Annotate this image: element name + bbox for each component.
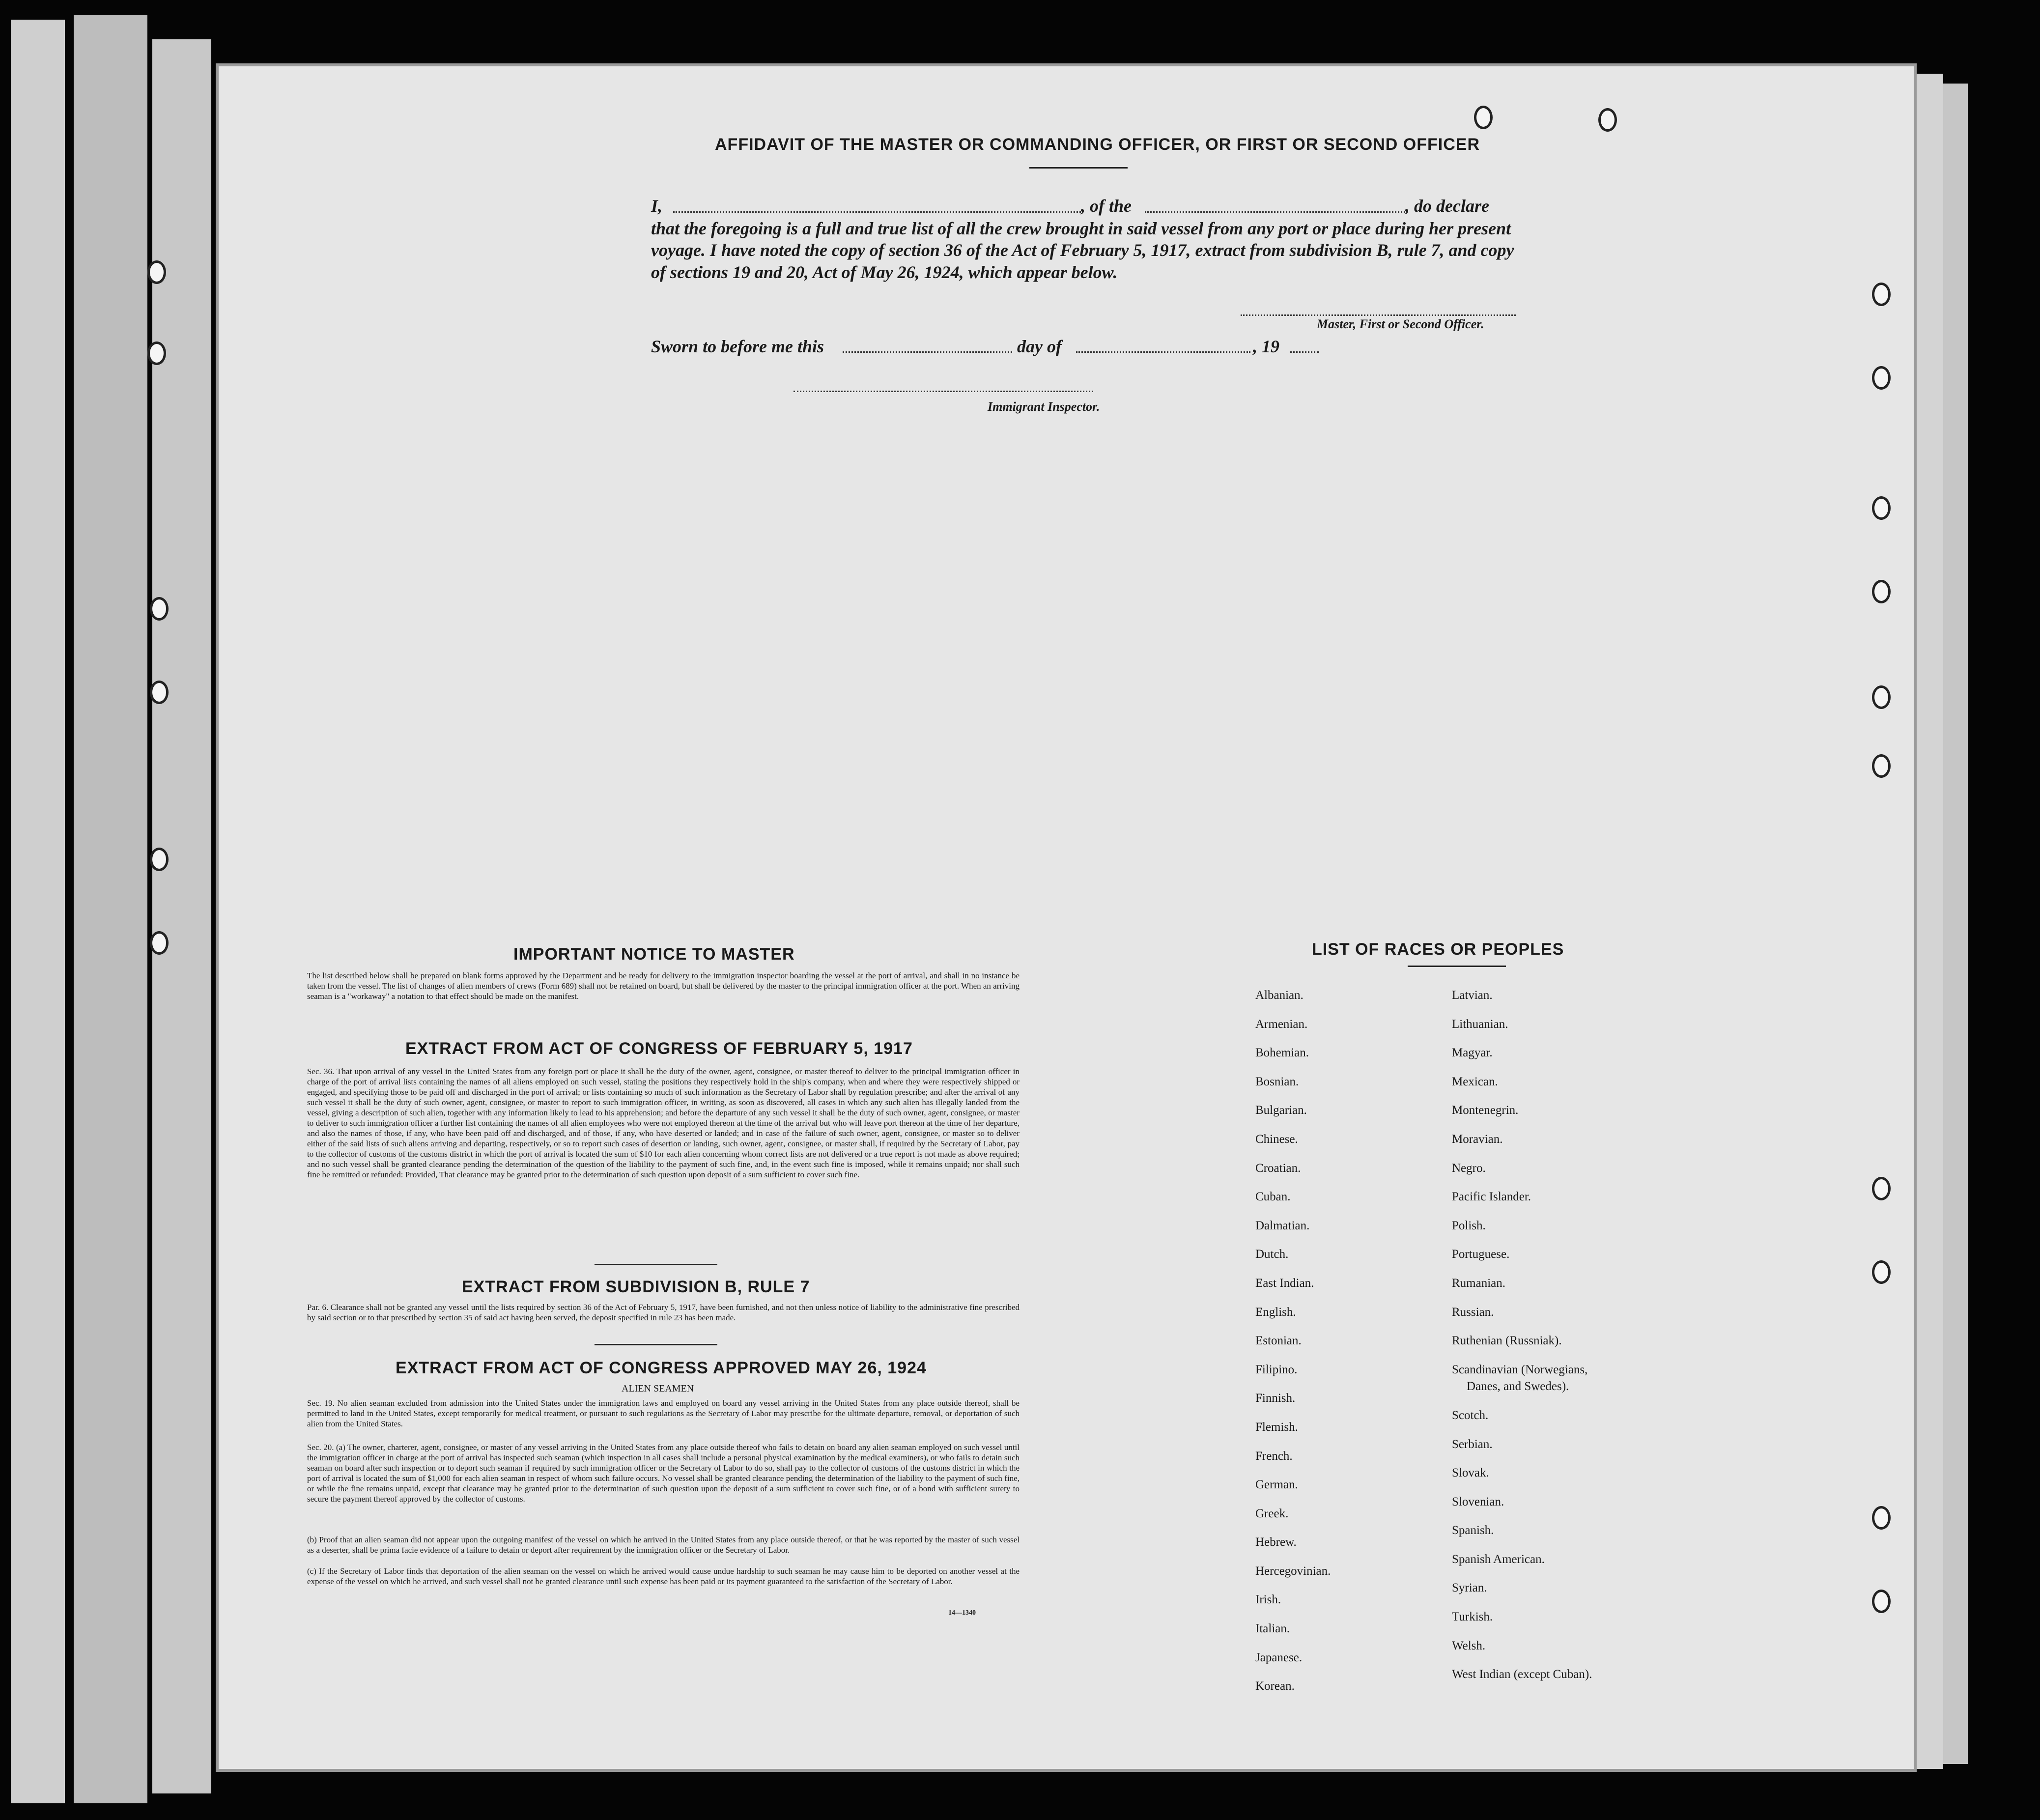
affidavit-title: AFFIDAVIT OF THE MASTER OR COMMANDING OFFICER, OR FIRST OR SECOND OFFICER bbox=[715, 135, 1480, 154]
race-item: Magyar. bbox=[1452, 1046, 1493, 1060]
binder-hole bbox=[150, 848, 169, 871]
race-item: Negro. bbox=[1452, 1161, 1486, 1175]
race-item: Cuban. bbox=[1255, 1190, 1291, 1204]
race-item: Rumanian. bbox=[1452, 1276, 1506, 1290]
declaration-line-4: of sections 19 and 20, Act of May 26, 1924, which appear below. bbox=[651, 262, 1118, 282]
extract-1924-sec20c: (c) If the Secretary of Labor finds that deportation of the alien seaman on the vessel on which he arrived would cause undue hardship to such seaman he may cause him to be deported on another vessel at the expense of the vessel on which he arrived, and such vessel shall not be granted clearance until such expense has been paid or its payment guaranteed to the satisfaction of the Secretary of Labor. bbox=[307, 1566, 1020, 1586]
extract-1917-title: EXTRACT FROM ACT OF CONGRESS OF FEBRUARY 5, 1917 bbox=[405, 1039, 913, 1058]
race-item: Greek. bbox=[1255, 1507, 1289, 1520]
race-item: West Indian (except Cuban). bbox=[1452, 1668, 1592, 1681]
race-item: Bohemian. bbox=[1255, 1046, 1309, 1060]
race-item: Italian. bbox=[1255, 1622, 1290, 1636]
race-item: Japanese. bbox=[1255, 1650, 1303, 1664]
binder-strip bbox=[74, 15, 147, 1803]
notice-body: The list described below shall be prepared on blank forms approved by the Department and be ready for delivery to the immigration inspector boarding the vessel at the port of arrival, and shall in no instance be taken from the vessel. The list of changes of alien members of crews (Form 689) shall not be retained on board, but shall be delivered by the master to the principal immigration officer at the port. When an arriving seaman is a "workaway" a notation to that effect should be made on the manifest. bbox=[307, 971, 1020, 1001]
race-item: Spanish American. bbox=[1452, 1552, 1545, 1566]
race-item: Latvian. bbox=[1452, 989, 1493, 1002]
underlying-page-edge bbox=[1914, 74, 1943, 1769]
section-rule bbox=[595, 1344, 717, 1345]
race-item: French. bbox=[1255, 1449, 1293, 1463]
race-item: Serbian. bbox=[1452, 1437, 1493, 1451]
race-item: Welsh. bbox=[1452, 1639, 1486, 1652]
race-item: Dalmatian. bbox=[1255, 1219, 1310, 1232]
extract-1924-sec20b: (b) Proof that an alien seaman did not appear upon the outgoing manifest of the vessel on which he arrived in the United States from any place outside thereof, or that he was reported by the master of such vessel as a deserter, shall be prima facie evidence of a failure to detain or deport after requirement by the immigration officer or the Secretary of Labor. bbox=[307, 1535, 1020, 1555]
race-item: Pacific Islander. bbox=[1452, 1190, 1531, 1204]
race-item: Moravian. bbox=[1452, 1132, 1503, 1146]
race-item: Hebrew. bbox=[1255, 1536, 1297, 1549]
race-item: Scotch. bbox=[1452, 1408, 1489, 1422]
sworn-year: , 19 bbox=[1253, 337, 1279, 356]
race-item: Portuguese. bbox=[1452, 1248, 1510, 1261]
binder-hole bbox=[150, 931, 169, 955]
race-item: Montenegrin. bbox=[1452, 1104, 1519, 1117]
page-hole bbox=[1872, 580, 1891, 603]
master-signature-line bbox=[1241, 314, 1516, 316]
race-item: Bosnian. bbox=[1255, 1075, 1299, 1088]
race-item: Russian. bbox=[1452, 1305, 1494, 1319]
race-item: Chinese. bbox=[1255, 1132, 1298, 1146]
race-item: German. bbox=[1255, 1478, 1298, 1492]
page-hole bbox=[1872, 496, 1891, 520]
sworn-month-blank bbox=[1076, 351, 1250, 353]
sworn-day-of: day of bbox=[1017, 337, 1062, 356]
underlying-page-edge bbox=[1943, 84, 1968, 1764]
declaration-line-3: voyage. I have noted the copy of section 36 of the Act of February 5, 1917, extract from subdivision B, rule 7, and copy bbox=[651, 240, 1514, 260]
page-hole bbox=[1872, 366, 1891, 390]
extract-rule7-body: Par. 6. Clearance shall not be granted any vessel until the lists required by section 36 of the Act of February 5, 1917, have been furnished, and not then unless notice of liability to the administrative fine prescribed by said section or to that prescribed by section 35 of said act having been served, the deposit specified in rule 23 has been made. bbox=[307, 1303, 1020, 1322]
race-item: Flemish. bbox=[1255, 1420, 1298, 1434]
extract-1924-sec20a: Sec. 20. (a) The owner, charterer, agent, consignee, or master of any vessel arriving in the United States from any place outside thereof who fails to detain on board any alien seaman employed on such vessel until the immigration officer in charge at the port of arrival has inspected such seaman (which inspection in all cases shall include a personal physical examination by the medical examiners), or who fails to detain such seaman on board after such inspection or to deport such seaman if required by such immigration officer or the Secretary of Labor to do so, shall pay to the collector of customs of the customs district in which the port of arrival is located the sum of $1,000 for each alien seaman in respect of whom such failure occurs. No vessel shall be granted clearance pending the determination of the liability to the payment of such fine, or while the fine remains unpaid, except that clearance may be granted prior to the determination of such question upon the deposit of a sum sufficient to cover such fine, or of a bond with sufficient surety to secure the payment thereof approved by the collector of customs. bbox=[307, 1443, 1020, 1504]
extract-1924-subtitle: ALIEN SEAMEN bbox=[622, 1383, 694, 1394]
race-item: Croatian. bbox=[1255, 1161, 1301, 1175]
race-item: Danes, and Swedes). bbox=[1467, 1380, 1569, 1393]
race-item: Turkish. bbox=[1452, 1610, 1493, 1624]
race-item: Mexican. bbox=[1452, 1075, 1498, 1088]
race-item: Korean. bbox=[1255, 1679, 1295, 1693]
extract-1924-title: EXTRACT FROM ACT OF CONGRESS APPROVED MAY 26, 1924 bbox=[396, 1359, 927, 1377]
races-title-rule bbox=[1408, 966, 1506, 967]
binder-hole bbox=[150, 597, 169, 621]
sworn-text: Sworn to before me this bbox=[651, 337, 824, 356]
title-rule bbox=[1029, 167, 1128, 169]
page-hole bbox=[1474, 106, 1493, 129]
binder-strip bbox=[152, 39, 211, 1793]
inspector-signature-line bbox=[793, 391, 1093, 392]
binder-hole bbox=[147, 341, 166, 365]
page-hole bbox=[1872, 1590, 1891, 1613]
races-title: LIST OF RACES OR PEOPLES bbox=[1312, 940, 1564, 959]
sworn-year-blank bbox=[1290, 351, 1319, 353]
vessel-blank bbox=[1145, 211, 1405, 213]
page-hole bbox=[1872, 754, 1891, 778]
race-item: Slovak. bbox=[1452, 1466, 1489, 1480]
document-page bbox=[219, 66, 1914, 1769]
page-hole bbox=[1872, 283, 1891, 306]
inspector-signature-label: Immigrant Inspector. bbox=[988, 399, 1100, 414]
page-hole bbox=[1872, 1260, 1891, 1284]
races-column-2 bbox=[1452, 981, 1592, 1689]
race-item: English. bbox=[1255, 1305, 1296, 1319]
race-item: Hercegovinian. bbox=[1255, 1564, 1331, 1578]
name-blank bbox=[673, 211, 1081, 213]
race-item: Scandinavian (Norwegians, bbox=[1452, 1363, 1588, 1376]
race-item: Polish. bbox=[1452, 1219, 1486, 1232]
races-column-1 bbox=[1255, 981, 1331, 1701]
race-item: Irish. bbox=[1255, 1593, 1281, 1607]
declaration-line-2: that the foregoing is a full and true list of all the crew brought in said vessel from any port or place during her present bbox=[651, 219, 1511, 238]
extract-rule7-title: EXTRACT FROM SUBDIVISION B, RULE 7 bbox=[462, 1278, 810, 1296]
notice-title: IMPORTANT NOTICE TO MASTER bbox=[513, 945, 795, 964]
page-hole bbox=[1872, 1177, 1891, 1200]
declaration-do-declare: , do declare bbox=[1405, 196, 1489, 216]
page-hole bbox=[1598, 108, 1617, 132]
race-item: Lithuanian. bbox=[1452, 1017, 1508, 1031]
form-number: 14—1340 bbox=[948, 1609, 976, 1617]
race-item: Filipino. bbox=[1255, 1363, 1298, 1376]
declaration-of-the: , of the bbox=[1081, 196, 1132, 216]
race-item: Estonian. bbox=[1255, 1334, 1302, 1348]
race-item: Syrian. bbox=[1452, 1581, 1487, 1595]
extract-1924-sec19: Sec. 19. No alien seaman excluded from admission into the United States under the immigration laws and employed on board any vessel arriving in the United States from any place outside thereof, shall be permitted to land in the United States, except temporarily for medical treatment, or pursuant to such regulations as the Secretary of Labor may prescribe for the ultimate departure, removal, or deportation of such alien from the United States. bbox=[307, 1398, 1020, 1428]
race-item: Spanish. bbox=[1452, 1524, 1494, 1537]
binder-strip bbox=[11, 20, 65, 1803]
page-hole bbox=[1872, 1506, 1891, 1530]
race-item: Ruthenian (Russniak). bbox=[1452, 1334, 1562, 1348]
race-item: Dutch. bbox=[1255, 1248, 1289, 1261]
master-signature-label: Master, First or Second Officer. bbox=[1317, 317, 1484, 331]
extract-1917-body: Sec. 36. That upon arrival of any vessel in the United States from any foreign port or place it shall be the duty of the owner, agent, consignee, or master thereof to deliver to the principal immigration officer in charge of the port of arrival lists containing the names of all aliens employed on such vessel, stating the positions they respectively hold in the ship's company, when and where they were respectively shipped or engaged, and specifying those to be paid off and discharged in the port of arrival; or lists containing so much of such information as the Secretary of Labor shall by regulation prescribe; and after the arrival of any such vessel it shall be the duty of such owner, agent, consignee, or master to report to such immigration officer, in writing, as soon as discovered, all cases in which any such alien has illegally landed from the vessel, giving a description of such alien, together with any information likely to lead to his apprehension; and before the departure of any such vessel it shall be the duty of such owner, agent, consignee, or master to deliver to such immigration officer a further list containing the names of all alien employees who were not employed thereon at the time of the arrival but who will leave port thereon at the time of her departure, and also the names of those, if any, who have been paid off and discharged, and of those, if any, who have deserted or landed; and in case of the failure of such owner, agent, consignee, or master so to deliver either of the said lists of such aliens arriving and departing, respectively, or so to report such cases of desertion or landing, such owner, agent, consignee, or master shall, if required by the Secretary of Labor, pay to the collector of customs of the customs district in which the port of arrival is located the sum of $10 for each alien concerning whom correct lists are not delivered or a true report is not made as above required; and no such vessel shall be granted clearance pending the determination of the question of the liability to the payment of such fine, and, in the event such fine is imposed, while it remains unpaid; nor shall such fine be remitted or refunded: Provided, That clearance may be granted prior to the determination of such question upon deposit of a sum sufficient to cover such fine. bbox=[307, 1067, 1020, 1179]
race-item: Armenian. bbox=[1255, 1017, 1308, 1031]
binder-hole bbox=[147, 260, 166, 284]
declaration-i: I, bbox=[651, 196, 663, 216]
race-item: East Indian. bbox=[1255, 1276, 1314, 1290]
binder-hole bbox=[150, 681, 169, 704]
page-hole bbox=[1872, 685, 1891, 709]
race-item: Finnish. bbox=[1255, 1392, 1296, 1405]
sworn-day-blank bbox=[843, 351, 1012, 353]
race-item: Albanian. bbox=[1255, 989, 1303, 1002]
race-item: Slovenian. bbox=[1452, 1495, 1504, 1508]
race-item: Bulgarian. bbox=[1255, 1104, 1307, 1117]
section-rule bbox=[595, 1264, 717, 1265]
